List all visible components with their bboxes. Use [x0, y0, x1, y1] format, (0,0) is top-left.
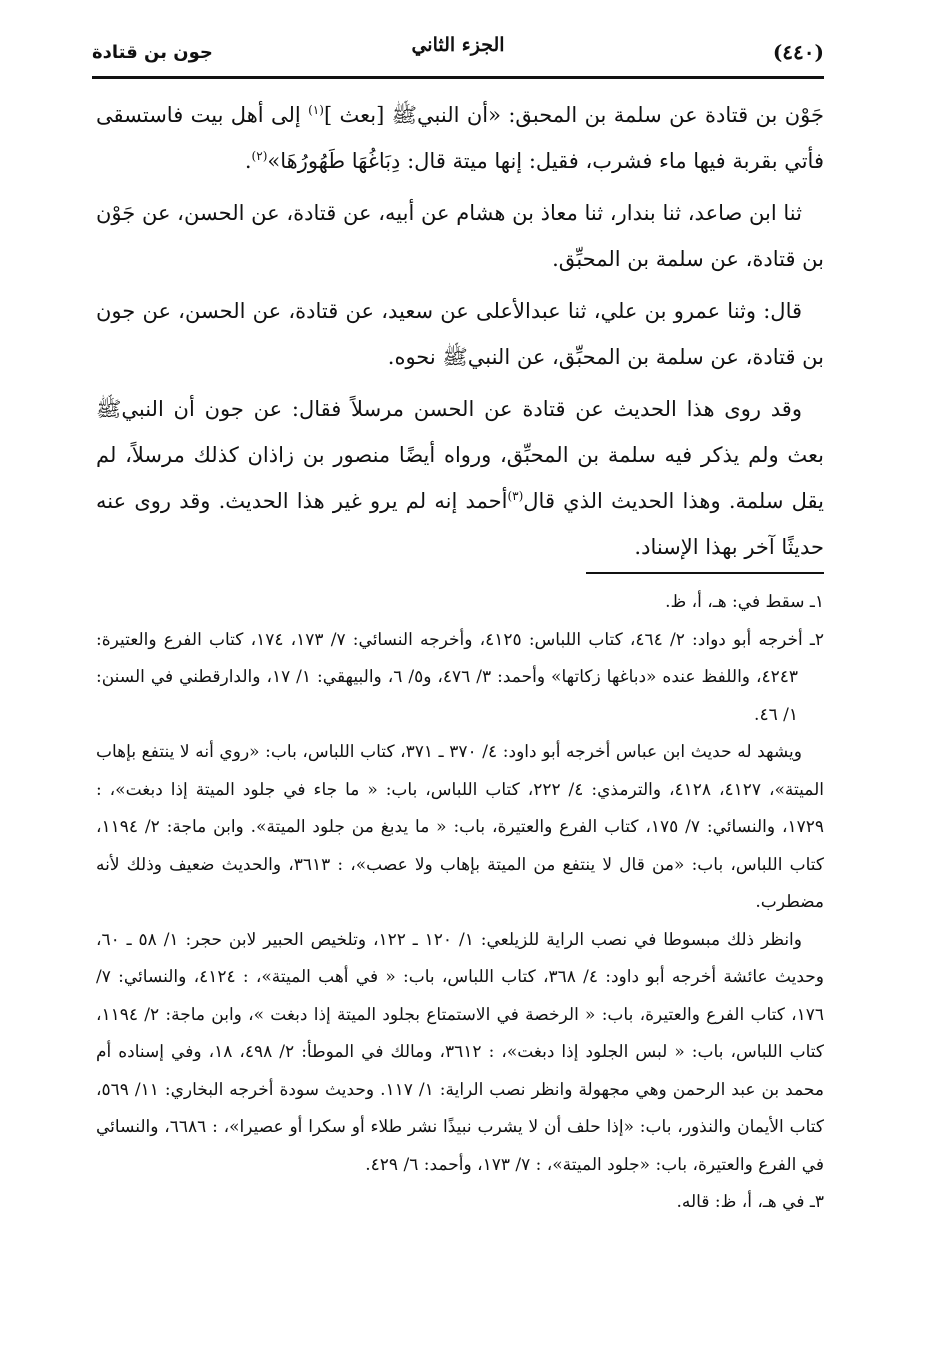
paragraph-1-text-b: إلى أهل بيت فاستسقى فأتي بقربة فيها ماء فشرب، فقيل: إنها ميتة قال: دِبَاغُهَا طَهُورُهَا» [96, 103, 824, 173]
paragraph-4-text-a: وقد روى هذا الحديث عن قتادة عن الحسن مرسلاً فقال: عن جون أن النبيﷺ بعث ولم يذكر فيه سلمة بن المحبِّق، ورواه أيضًا منصور بن زاذان كذلك مرسلاً، لم يقل سلمة. وهذا الحديث الذي قال [96, 397, 825, 513]
paragraph-4-text-b: أحمد إنه لم يرو غير هذا الحديث. وقد روى عنه حديثًا آخر بهذا الإسناد. [96, 489, 824, 559]
footnotes [96, 584, 824, 1222]
footnote-2-continuation-2: وانظر ذلك مبسوطا في نصب الراية للزيلعي: ١/ ١٢٠ ـ ١٢٢، وتلخيص الحبير لابن حجر: ١/ ٥٨ ـ ٦٠، وحديث عائشة أخرجه أبو داود: ٤/ ٣٦٨، كتاب اللباس، باب: « في أهب الميتة»، : ٤١٢٤، والنسائي: ٧/ ١٧٦، كتاب الفرع والعتيرة، باب: « الرخصة في الاستمتاع بجلود الميتة إذا دبغت »، وابن ماجة: ٢/ ١١٩٤، كتاب اللباس، باب: « لبس الجلود إذا دبغت»، : ٣٦١٢، ومالك في الموطأ: ٢/ ٤٩٨، ١٨، وفي إسناده أم محمد بن عبد الرحمن وهي مجهولة وانظر نصب الراية: ١/ ١١٧. وحديث سودة أخرجه البخاري: ١١/ ٥٦٩، كتاب الأيمان والنذور، باب: «إذا حلف أن لا يشرب نبيذًا نشر طلاء أو سكرا أو عصيرا»، : ٦٦٨٦، والنسائي في الفرع والعتيرة، باب: «جلود الميتة»، : ٧/ ١٧٣، وأحمد: ٦/ ٤٢٩. [96, 929, 824, 1175]
page-number: (٤٤٠) [772, 40, 824, 64]
paragraph-1-text-a: جَوْن بن قتادة عن سلمة بن المحبق: «أن النبيﷺ [بعث ] [323, 103, 824, 127]
footnote-ref-1: (١) [308, 103, 324, 117]
footnote-1: ١ـ سقط في: هـ، أ، ظ. [665, 592, 824, 612]
volume-title: الجزء الثاني [411, 34, 505, 56]
footnote-ref-2: (٢) [251, 149, 268, 163]
footnote-2: ٢ـ أخرجه أبو دواد: ٢/ ٤٦٤، كتاب اللباس: ٤١٢٥، وأخرجه النسائي: ٧/ ١٧٣، ١٧٤، كتاب الفرع والعتيرة: ٤٢٤٣، واللفظ عنده «دباغها زكاتها» وأحمد: ٣/ ٤٧٦، و٥/ ٦، والبيهقي: ١/ ١٧، والدارقطني في السنن: ١/ ٤٦. [96, 629, 825, 725]
paragraph-1-text-c: . [244, 149, 252, 173]
paragraph-4 [96, 386, 824, 570]
footnote-ref-3: (٣) [507, 489, 524, 503]
running-title: جون بن قتادة [92, 42, 213, 63]
paragraph-3: قال: وثنا عمرو بن علي، ثنا عبدالأعلى عن سعيد، عن قتادة، عن الحسن، عن جون بن قتادة، عن سلمة بن المحبِّق، عن النبيﷺ نحوه. [96, 299, 824, 369]
footnote-3: ٣ـ في هـ، أ، ظ: قاله. [676, 1192, 824, 1212]
main-text [96, 92, 824, 576]
footnote-separator [586, 572, 824, 574]
footnote-2-continuation-1: ويشهد له حديث ابن عباس أخرجه أبو داود: ٤/ ٣٧٠ ـ ٣٧١، كتاب اللباس، باب: «روي أنه لا ينتفع بإهاب الميتة»، ٤١٢٧، ٤١٢٨، والترمذي: ٤/ ٢٢٢، كتاب اللباس، باب: « ما جاء في جلود الميتة إذا دبغت»، : ١٧٢٩، والنسائي: ٧/ ١٧٥، كتاب الفرع والعتيرة، باب: « ما يدبغ من جلود الميتة». وابن ماجة: ٢/ ١١٩٤، كتاب اللباس، باب: «من قال لا ينتفع من الميتة بإهاب ولا عصب»، : ٣٦١٣، والحديث ضعيف وذلك لأنه مضطرب. [96, 742, 824, 912]
page-header [92, 34, 824, 74]
header-divider [92, 76, 824, 79]
paragraph-2: ثنا ابن صاعد، ثنا بندار، ثنا معاذ بن هشام عن أبيه، عن قتادة، عن الحسن، عن جَوْن بن قتادة، عن سلمة بن المحبِّق. [96, 201, 824, 271]
paragraph-1 [96, 92, 824, 184]
